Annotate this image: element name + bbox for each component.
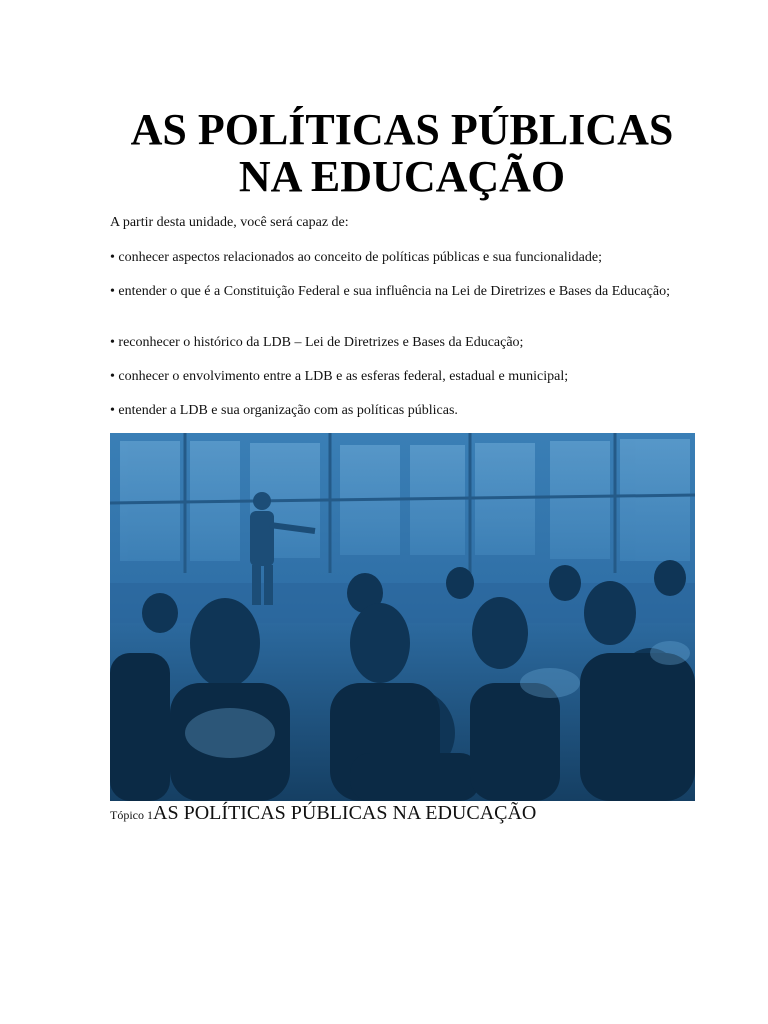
objective-bullet-2: • entender o que é a Constituição Federal e sua influência na Lei de Diretrizes e Bases da Educação; <box>110 284 670 299</box>
page-title-line-1: AS POLÍTICAS PÚBLICAS <box>130 105 674 154</box>
classroom-photo <box>110 433 695 801</box>
classroom-illustration <box>110 433 695 801</box>
topic-label: Tópico 1 <box>110 808 153 822</box>
topic-title: AS POLÍTICAS PÚBLICAS NA EDUCAÇÃO <box>153 802 537 824</box>
objective-bullet-1: • conhecer aspectos relacionados ao conceito de políticas públicas e sua funcionalidade; <box>110 250 602 265</box>
objective-bullet-3: • reconhecer o histórico da LDB – Lei de Diretrizes e Bases da Educação; <box>110 335 524 350</box>
topic-heading <box>110 802 710 825</box>
objective-bullet-5: • entender a LDB e sua organização com as políticas públicas. <box>110 403 458 418</box>
objective-bullet-4: • conhecer o envolvimento entre a LDB e as esferas federal, estadual e municipal; <box>110 369 569 384</box>
intro-paragraph: A partir desta unidade, você será capaz de: <box>110 215 349 230</box>
page-title-line-2: NA EDUCAÇÃO <box>238 152 566 201</box>
